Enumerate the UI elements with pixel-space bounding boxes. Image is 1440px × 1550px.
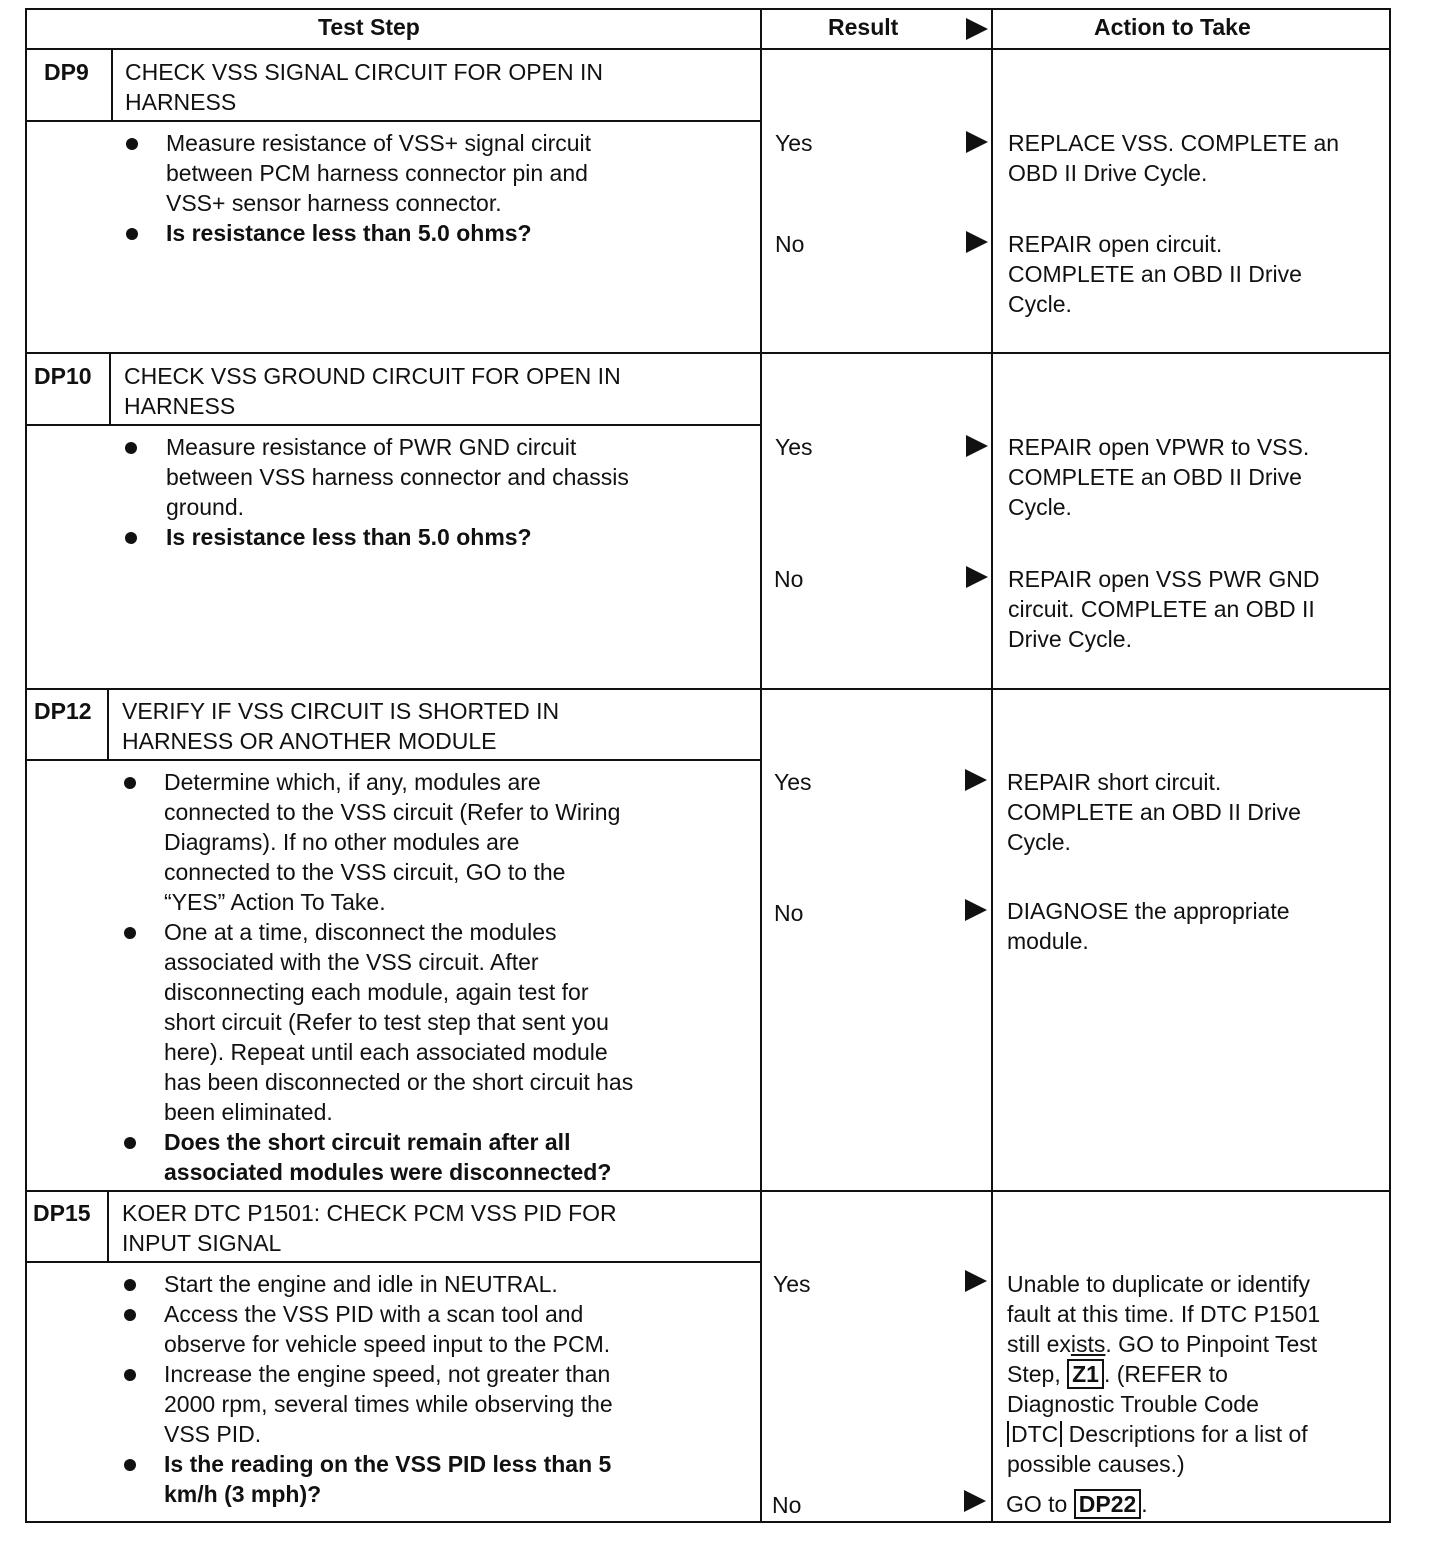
- step-instruction: here). Repeat until each associated module: [164, 1039, 608, 1065]
- result-no: No: [774, 566, 804, 592]
- step-id-divider: [107, 688, 109, 759]
- step-title: CHECK VSS GROUND CIRCUIT FOR OPEN IN: [124, 363, 621, 389]
- action-text: Unable to duplicate or identify: [1007, 1271, 1311, 1297]
- step-question: Does the short circuit remain after all: [164, 1129, 571, 1155]
- step-instruction: “YES” Action To Take.: [164, 889, 386, 915]
- pinpoint-ref-dp22[interactable]: DP22: [1074, 1489, 1142, 1519]
- step-instruction: Diagrams). If no other modules are: [164, 829, 520, 855]
- title-divider: [25, 1261, 761, 1263]
- step-title: CHECK VSS SIGNAL CIRCUIT FOR OPEN IN: [125, 59, 603, 85]
- result-arrow-icon: [966, 566, 988, 588]
- step-instruction: has been disconnected or the short circuit has: [164, 1069, 634, 1095]
- header-action: Action to Take: [1094, 14, 1251, 40]
- bullet-icon: [124, 1279, 136, 1291]
- step-title: HARNESS: [124, 393, 236, 419]
- step-title: KOER DTC P1501: CHECK PCM VSS PID FOR: [122, 1200, 617, 1226]
- row-divider: [25, 1190, 1391, 1192]
- pinpoint-ref-z1[interactable]: Z1: [1067, 1359, 1104, 1389]
- action-text-part: ists: [1070, 1331, 1106, 1357]
- header-arrow-icon: [966, 18, 988, 40]
- step-title: HARNESS OR ANOTHER MODULE: [122, 728, 497, 754]
- action-text: COMPLETE an OBD II Drive: [1008, 464, 1302, 490]
- action-text: fault at this time. If DTC P1501: [1007, 1301, 1321, 1327]
- step-title: HARNESS: [125, 89, 237, 115]
- action-text-part: .: [1141, 1491, 1148, 1517]
- action-text: REPAIR open circuit.: [1008, 231, 1223, 257]
- result-arrow-icon: [966, 231, 988, 253]
- title-divider: [25, 759, 761, 761]
- step-instruction: Measure resistance of PWR GND circuit: [166, 434, 577, 460]
- step-instruction: Access the VSS PID with a scan tool and: [164, 1301, 584, 1327]
- result-yes: Yes: [773, 1271, 811, 1297]
- action-text: DIAGNOSE the appropriate: [1007, 898, 1290, 924]
- bullet-icon: [124, 1459, 136, 1471]
- dtc-ref: DTC: [1007, 1421, 1062, 1447]
- bullet-icon: [125, 442, 137, 454]
- header-result: Result: [828, 14, 899, 40]
- action-text: possible causes.): [1007, 1451, 1185, 1477]
- action-text: COMPLETE an OBD II Drive: [1007, 799, 1301, 825]
- step-id: DP9: [44, 59, 89, 85]
- result-no: No: [772, 1492, 802, 1518]
- action-text: Cycle.: [1007, 829, 1071, 855]
- step-instruction: associated with the VSS circuit. After: [164, 949, 539, 975]
- step-instruction: Determine which, if any, modules are: [164, 769, 541, 795]
- step-instruction: between VSS harness connector and chassis: [166, 464, 629, 490]
- result-arrow-icon: [964, 1490, 986, 1512]
- step-id: DP15: [33, 1200, 91, 1226]
- result-arrow-icon: [965, 769, 987, 791]
- column-divider-result: [760, 8, 762, 1523]
- bullet-icon: [124, 777, 136, 789]
- action-text: Cycle.: [1008, 494, 1072, 520]
- step-id: DP12: [34, 698, 92, 724]
- step-instruction: 2000 rpm, several times while observing the: [164, 1391, 613, 1417]
- step-instruction: observe for vehicle speed input to the PCM.: [164, 1331, 611, 1357]
- step-instruction: disconnecting each module, again test for: [164, 979, 589, 1005]
- action-text-part: . GO to Pinpoint Test: [1105, 1331, 1318, 1357]
- step-question: Is resistance less than 5.0 ohms?: [166, 220, 532, 246]
- action-text-part: still ex: [1007, 1331, 1071, 1357]
- header-divider: [25, 48, 1391, 50]
- step-instruction: Start the engine and idle in NEUTRAL.: [164, 1271, 558, 1297]
- step-instruction: One at a time, disconnect the modules: [164, 919, 557, 945]
- column-divider-action: [991, 8, 993, 1523]
- action-text: COMPLETE an OBD II Drive: [1008, 261, 1302, 287]
- step-instruction: VSS PID.: [164, 1421, 262, 1447]
- step-question: km/h (3 mph)?: [164, 1481, 322, 1507]
- action-text-part: . (REFER to: [1103, 1361, 1228, 1387]
- step-id-divider: [109, 352, 111, 424]
- action-text: [1007, 1329, 1317, 1359]
- bullet-icon: [126, 228, 138, 240]
- action-text: circuit. COMPLETE an OBD II: [1008, 596, 1315, 622]
- result-arrow-icon: [965, 899, 987, 921]
- action-text: [1007, 1359, 1228, 1389]
- result-yes: Yes: [774, 769, 812, 795]
- action-text-part: Descriptions for a list of: [1062, 1421, 1308, 1447]
- action-text: module.: [1007, 928, 1089, 954]
- row-divider: [25, 352, 1391, 354]
- step-instruction: short circuit (Refer to test step that sent you: [164, 1009, 609, 1035]
- bullet-icon: [124, 1309, 136, 1321]
- title-divider: [25, 424, 761, 426]
- bullet-icon: [124, 1369, 136, 1381]
- step-question: Is the reading on the VSS PID less than 5: [164, 1451, 612, 1477]
- bullet-icon: [124, 927, 136, 939]
- result-arrow-icon: [966, 131, 988, 153]
- action-text: OBD II Drive Cycle.: [1008, 160, 1208, 186]
- action-text: [1007, 1419, 1308, 1449]
- action-text-part: GO to: [1006, 1491, 1074, 1517]
- action-text: Diagnostic Trouble Code: [1007, 1391, 1259, 1417]
- action-text: REPAIR short circuit.: [1007, 769, 1222, 795]
- result-no: No: [774, 900, 804, 926]
- title-divider: [25, 120, 761, 122]
- action-text-part: Step,: [1007, 1361, 1068, 1387]
- action-text: Cycle.: [1008, 291, 1072, 317]
- result-yes: Yes: [775, 434, 813, 460]
- action-text: REPAIR open VPWR to VSS.: [1008, 434, 1310, 460]
- step-instruction: between PCM harness connector pin and: [166, 160, 588, 186]
- header-test-step: Test Step: [318, 14, 420, 40]
- result-yes: Yes: [775, 130, 813, 156]
- action-text: REPAIR open VSS PWR GND: [1008, 566, 1320, 592]
- step-instruction: Measure resistance of VSS+ signal circuit: [166, 130, 592, 156]
- step-instruction: VSS+ sensor harness connector.: [166, 190, 502, 216]
- result-arrow-icon: [965, 1270, 987, 1292]
- step-title: VERIFY IF VSS CIRCUIT IS SHORTED IN: [122, 698, 560, 724]
- step-instruction: Increase the engine speed, not greater than: [164, 1361, 611, 1387]
- bullet-icon: [126, 138, 138, 150]
- step-question: associated modules were disconnected?: [164, 1159, 612, 1185]
- bullet-icon: [125, 532, 137, 544]
- step-instruction: ground.: [166, 494, 245, 520]
- step-instruction: connected to the VSS circuit, GO to the: [164, 859, 566, 885]
- step-instruction: connected to the VSS circuit (Refer to Wiring: [164, 799, 621, 825]
- step-id-divider: [111, 48, 113, 120]
- step-id: DP10: [34, 363, 92, 389]
- result-arrow-icon: [966, 435, 988, 457]
- action-text: [1006, 1489, 1148, 1519]
- step-instruction: been eliminated.: [164, 1099, 333, 1125]
- step-id-divider: [107, 1190, 109, 1261]
- action-text: Drive Cycle.: [1008, 626, 1132, 652]
- step-question: Is resistance less than 5.0 ohms?: [166, 524, 532, 550]
- bullet-icon: [124, 1137, 136, 1149]
- step-title: INPUT SIGNAL: [122, 1230, 282, 1256]
- row-divider: [25, 688, 1391, 690]
- action-text: REPLACE VSS. COMPLETE an: [1008, 130, 1340, 156]
- result-no: No: [775, 231, 805, 257]
